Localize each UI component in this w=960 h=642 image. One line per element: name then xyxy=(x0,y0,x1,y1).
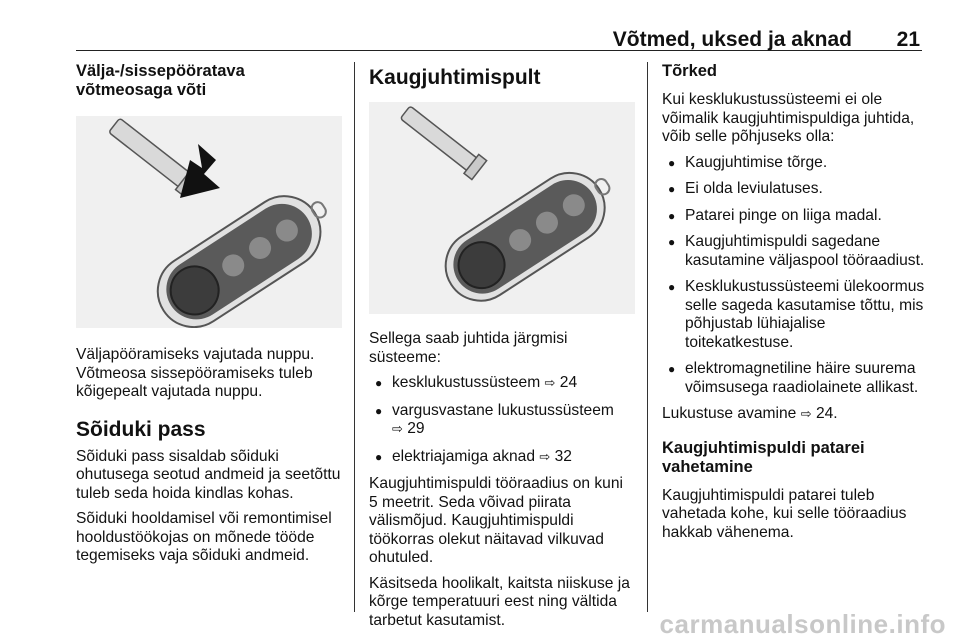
page-reference[interactable]: 24. xyxy=(815,405,838,422)
list-item: ● elektromagnetiline häire suurema võimsusega raadiolainete allikast. xyxy=(662,360,928,397)
reference-arrow-icon: ⇨ xyxy=(544,376,556,391)
column-3 xyxy=(662,62,928,549)
column-1 xyxy=(76,62,342,573)
column-2 xyxy=(369,62,635,637)
list-item: ● Patarei pinge on liiga madal. xyxy=(662,207,928,226)
remote-control-illustration xyxy=(369,102,635,314)
vehicle-service-paragraph: Sõiduki hooldamisel või remontimisel hooldustöökojas on mõnede tööde tegemiseks vaja sõiduki andmeid. xyxy=(76,510,332,564)
reference-arrow-icon: ⇨ xyxy=(539,449,551,465)
list-item: ● Kaugjuhtimispuldi sagedane kasutamine väljaspool tööraadiust. xyxy=(662,233,928,270)
vehicle-pass-paragraph: Sõiduki pass sisaldab sõiduki ohutusega seotud andmeid ja seetõttu tuleb seda hoida kindlas kohas. xyxy=(76,447,341,502)
page-reference[interactable]: 24 xyxy=(559,374,578,391)
reference-arrow-icon: ⇨ xyxy=(392,422,403,437)
list-item: ● Ei olda leviulatuses. xyxy=(662,180,928,199)
faults-heading: Tõrked xyxy=(662,62,718,80)
battery-heading: Kaugjuhtimispuldi patarei vahetamine xyxy=(662,438,865,476)
list-item: ● elektriajamiga aknad ⇨ 32 xyxy=(369,448,635,468)
folding-key-figure xyxy=(76,116,342,328)
folding-key-illustration xyxy=(76,116,342,328)
list-item: ● vargusvastane lukustussüsteem ⇨ 29 xyxy=(369,402,635,440)
key-paragraph: Väljapööramiseks vajutada nuppu. Võtmeosa sissepööramiseks tuleb kõigepealt vajutada nuppu. xyxy=(76,346,315,400)
watermark: carmanualsonline.info xyxy=(659,609,946,639)
battery-paragraph: Kaugjuhtimispuldi patarei tuleb vahetada kohe, kui selle tööraadius hakkab vähenema. xyxy=(662,486,907,541)
remote-figure xyxy=(369,102,635,314)
page-reference[interactable]: 32 xyxy=(554,447,572,465)
list-item: ● Kesklukustussüsteemi ülekoormus selle sageda kasutamise tõttu, mis põhjustab lühiajalise toitekatkestuse. xyxy=(662,278,928,352)
remote-heading: Kaugjuhtimispult xyxy=(369,66,541,89)
page-number: 21 xyxy=(896,28,920,51)
vehicle-pass-heading: Sõiduki pass xyxy=(76,417,206,441)
page-header-title: Võtmed, uksed ja aknad xyxy=(612,28,852,51)
list-item: ● kesklukustussüsteem ⇨ 24 xyxy=(369,374,635,394)
remote-range-paragraph: Kaugjuhtimispuldi tööraadius on kuni 5 meetrit. Seda võivad piirata välismõjud. Kaugjuhtimispuldi töökorras olekut näitavad vilkuvad ohutuled. xyxy=(369,475,623,566)
remote-care-paragraph: Käsitseda hoolikalt, kaitsta niiskuse ja kõrge temperatuuri eest ning vältida tarbetut kasutamist. xyxy=(369,574,630,629)
remote-systems-list xyxy=(369,374,635,467)
reference-arrow-icon: ⇨ xyxy=(800,407,812,422)
faults-list xyxy=(662,154,928,398)
remote-intro: Sellega saab juhtida järgmisi süsteeme: xyxy=(369,330,568,366)
key-heading: Välja-/sissepööratava võtmeosaga võti xyxy=(76,62,245,99)
page-reference[interactable]: 29 xyxy=(407,420,425,437)
column-divider xyxy=(354,62,355,612)
list-item: ● Kaugjuhtimise tõrge. xyxy=(662,154,928,173)
page-header xyxy=(76,20,922,51)
unlock-reference-line: Lukustuse avamine ⇨ 24. xyxy=(662,405,838,422)
column-divider xyxy=(647,62,648,612)
faults-intro: Kui kesklukustussüsteemi ei ole võimalik kaugjuhtimispuldiga juhtida, võib selle põhjuseks olla: xyxy=(662,91,915,145)
